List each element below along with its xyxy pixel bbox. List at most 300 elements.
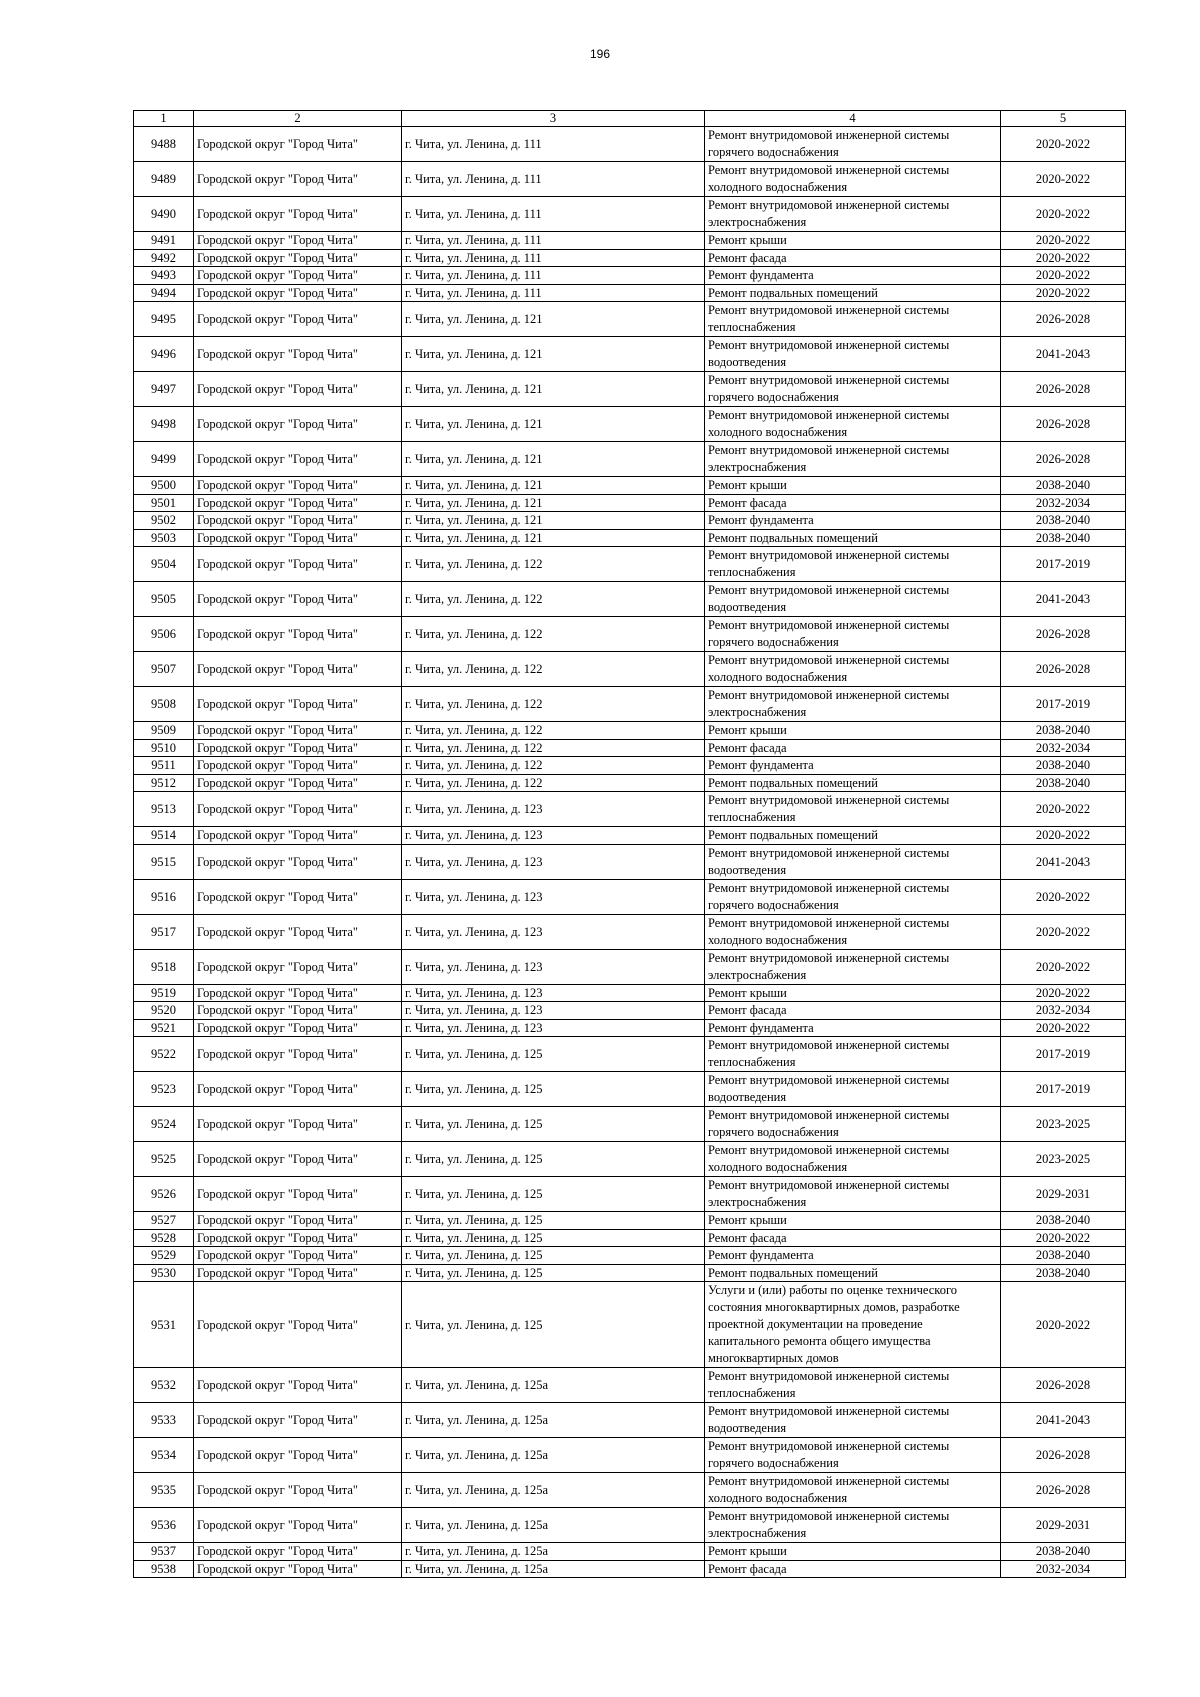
work-type-cell: Ремонт внутридомовой инженерной системы водоотведения xyxy=(705,337,1001,372)
table-row xyxy=(134,827,1126,845)
period-cell: 2020-2022 xyxy=(1001,1229,1126,1247)
address-cell: г. Чита, ул. Ленина, д. 125а xyxy=(402,1403,705,1438)
period-cell: 2038-2040 xyxy=(1001,757,1126,775)
row-number-cell: 9488 xyxy=(134,127,194,162)
work-type-cell: Ремонт внутридомовой инженерной системы электроснабжения xyxy=(705,1177,1001,1212)
row-number-cell: 9528 xyxy=(134,1229,194,1247)
row-number-cell: 9506 xyxy=(134,617,194,652)
work-type-cell: Ремонт внутридомовой инженерной системы электроснабжения xyxy=(705,442,1001,477)
address-cell: г. Чита, ул. Ленина, д. 122 xyxy=(402,739,705,757)
address-cell: г. Чита, ул. Ленина, д. 123 xyxy=(402,984,705,1002)
table-row xyxy=(134,582,1126,617)
work-type-cell: Ремонт крыши xyxy=(705,984,1001,1002)
municipality-cell: Городской округ "Город Чита" xyxy=(194,687,402,722)
table-row xyxy=(134,512,1126,530)
work-type-cell: Ремонт внутридомовой инженерной системы горячего водоснабжения xyxy=(705,1438,1001,1473)
row-number-cell: 9516 xyxy=(134,879,194,914)
work-type-cell: Ремонт крыши xyxy=(705,477,1001,495)
municipality-cell: Городской округ "Город Чита" xyxy=(194,1019,402,1037)
address-cell: г. Чита, ул. Ленина, д. 123 xyxy=(402,844,705,879)
row-number-cell: 9511 xyxy=(134,757,194,775)
work-type-cell: Ремонт подвальных помещений xyxy=(705,284,1001,302)
municipality-cell: Городской округ "Город Чита" xyxy=(194,984,402,1002)
period-cell: 2020-2022 xyxy=(1001,1019,1126,1037)
municipality-cell: Городской округ "Город Чита" xyxy=(194,757,402,775)
work-type-cell: Ремонт внутридомовой инженерной системы электроснабжения xyxy=(705,1508,1001,1543)
municipality-cell: Городской округ "Город Чита" xyxy=(194,267,402,285)
address-cell: г. Чита, ул. Ленина, д. 111 xyxy=(402,197,705,232)
period-cell: 2020-2022 xyxy=(1001,232,1126,250)
table-row xyxy=(134,984,1126,1002)
work-type-cell: Ремонт внутридомовой инженерной системы холодного водоснабжения xyxy=(705,914,1001,949)
municipality-cell: Городской округ "Город Чита" xyxy=(194,494,402,512)
address-cell: г. Чита, ул. Ленина, д. 121 xyxy=(402,302,705,337)
table-row xyxy=(134,792,1126,827)
table-row xyxy=(134,1282,1126,1368)
municipality-cell: Городской округ "Город Чита" xyxy=(194,1368,402,1403)
work-type-cell: Ремонт внутридомовой инженерной системы холодного водоснабжения xyxy=(705,162,1001,197)
address-cell: г. Чита, ул. Ленина, д. 121 xyxy=(402,529,705,547)
address-cell: г. Чита, ул. Ленина, д. 122 xyxy=(402,774,705,792)
municipality-cell: Городской округ "Город Чита" xyxy=(194,512,402,530)
period-cell: 2017-2019 xyxy=(1001,1037,1126,1072)
municipality-cell: Городской округ "Город Чита" xyxy=(194,284,402,302)
work-type-cell: Ремонт внутридомовой инженерной системы водоотведения xyxy=(705,844,1001,879)
municipality-cell: Городской округ "Город Чита" xyxy=(194,232,402,250)
address-cell: г. Чита, ул. Ленина, д. 125 xyxy=(402,1282,705,1368)
table-row xyxy=(134,1142,1126,1177)
period-cell: 2026-2028 xyxy=(1001,1438,1126,1473)
row-number-cell: 9533 xyxy=(134,1403,194,1438)
municipality-cell: Городской округ "Город Чита" xyxy=(194,372,402,407)
table-row xyxy=(134,302,1126,337)
period-cell: 2041-2043 xyxy=(1001,582,1126,617)
period-cell: 2026-2028 xyxy=(1001,372,1126,407)
table-row xyxy=(134,267,1126,285)
table-row xyxy=(134,1002,1126,1020)
work-type-cell: Ремонт внутридомовой инженерной системы холодного водоснабжения xyxy=(705,1473,1001,1508)
address-cell: г. Чита, ул. Ленина, д. 125 xyxy=(402,1072,705,1107)
row-number-cell: 9527 xyxy=(134,1212,194,1230)
work-type-cell: Ремонт крыши xyxy=(705,1212,1001,1230)
address-cell: г. Чита, ул. Ленина, д. 122 xyxy=(402,582,705,617)
row-number-cell: 9513 xyxy=(134,792,194,827)
column-header: 3 xyxy=(402,111,705,127)
period-cell: 2020-2022 xyxy=(1001,249,1126,267)
period-cell: 2038-2040 xyxy=(1001,1247,1126,1265)
table-row xyxy=(134,1560,1126,1578)
period-cell: 2038-2040 xyxy=(1001,1264,1126,1282)
address-cell: г. Чита, ул. Ленина, д. 111 xyxy=(402,249,705,267)
table-row xyxy=(134,1473,1126,1508)
work-type-cell: Ремонт фундамента xyxy=(705,512,1001,530)
address-cell: г. Чита, ул. Ленина, д. 123 xyxy=(402,827,705,845)
work-type-cell: Ремонт подвальных помещений xyxy=(705,774,1001,792)
work-type-cell: Ремонт внутридомовой инженерной системы теплоснабжения xyxy=(705,302,1001,337)
municipality-cell: Городской округ "Город Чита" xyxy=(194,337,402,372)
period-cell: 2032-2034 xyxy=(1001,494,1126,512)
row-number-cell: 9510 xyxy=(134,739,194,757)
row-number-cell: 9496 xyxy=(134,337,194,372)
table-row xyxy=(134,1264,1126,1282)
period-cell: 2038-2040 xyxy=(1001,1212,1126,1230)
table-row xyxy=(134,1438,1126,1473)
municipality-cell: Городской округ "Город Чита" xyxy=(194,914,402,949)
table-row xyxy=(134,1037,1126,1072)
address-cell: г. Чита, ул. Ленина, д. 111 xyxy=(402,284,705,302)
table-row xyxy=(134,949,1126,984)
row-number-cell: 9536 xyxy=(134,1508,194,1543)
address-cell: г. Чита, ул. Ленина, д. 122 xyxy=(402,687,705,722)
period-cell: 2020-2022 xyxy=(1001,1282,1126,1368)
work-type-cell: Ремонт фундамента xyxy=(705,757,1001,775)
work-type-cell: Ремонт внутридомовой инженерной системы электроснабжения xyxy=(705,687,1001,722)
table-row xyxy=(134,372,1126,407)
row-number-cell: 9520 xyxy=(134,1002,194,1020)
period-cell: 2038-2040 xyxy=(1001,722,1126,740)
address-cell: г. Чита, ул. Ленина, д. 111 xyxy=(402,232,705,250)
table-row xyxy=(134,127,1126,162)
municipality-cell: Городской округ "Город Чита" xyxy=(194,302,402,337)
row-number-cell: 9524 xyxy=(134,1107,194,1142)
municipality-cell: Городской округ "Город Чита" xyxy=(194,1072,402,1107)
period-cell: 2026-2028 xyxy=(1001,442,1126,477)
work-type-cell: Ремонт внутридомовой инженерной системы электроснабжения xyxy=(705,197,1001,232)
address-cell: г. Чита, ул. Ленина, д. 123 xyxy=(402,914,705,949)
period-cell: 2026-2028 xyxy=(1001,1368,1126,1403)
column-header: 5 xyxy=(1001,111,1126,127)
work-type-cell: Ремонт подвальных помещений xyxy=(705,1264,1001,1282)
address-cell: г. Чита, ул. Ленина, д. 123 xyxy=(402,1002,705,1020)
row-number-cell: 9512 xyxy=(134,774,194,792)
period-cell: 2026-2028 xyxy=(1001,617,1126,652)
row-number-cell: 9534 xyxy=(134,1438,194,1473)
municipality-cell: Городской округ "Город Чита" xyxy=(194,1177,402,1212)
row-number-cell: 9491 xyxy=(134,232,194,250)
table-row xyxy=(134,442,1126,477)
table-row xyxy=(134,722,1126,740)
row-number-cell: 9494 xyxy=(134,284,194,302)
period-cell: 2026-2028 xyxy=(1001,407,1126,442)
period-cell: 2020-2022 xyxy=(1001,879,1126,914)
municipality-cell: Городской округ "Город Чита" xyxy=(194,949,402,984)
table-row xyxy=(134,687,1126,722)
municipality-cell: Городской округ "Город Чита" xyxy=(194,739,402,757)
period-cell: 2038-2040 xyxy=(1001,774,1126,792)
table-row xyxy=(134,1403,1126,1438)
work-type-cell: Услуги и (или) работы по оценке технического состояния многоквартирных домов, разработке проектной документации на проведение капитального ремонта общего имущества многоквартирных домов xyxy=(705,1282,1001,1368)
period-cell: 2032-2034 xyxy=(1001,1560,1126,1578)
table-row xyxy=(134,652,1126,687)
municipality-cell: Городской округ "Город Чита" xyxy=(194,1403,402,1438)
period-cell: 2020-2022 xyxy=(1001,127,1126,162)
row-number-cell: 9518 xyxy=(134,949,194,984)
table-row xyxy=(134,739,1126,757)
table-row xyxy=(134,547,1126,582)
row-number-cell: 9529 xyxy=(134,1247,194,1265)
row-number-cell: 9523 xyxy=(134,1072,194,1107)
period-cell: 2020-2022 xyxy=(1001,792,1126,827)
row-number-cell: 9515 xyxy=(134,844,194,879)
address-cell: г. Чита, ул. Ленина, д. 121 xyxy=(402,337,705,372)
work-type-cell: Ремонт внутридомовой инженерной системы теплоснабжения xyxy=(705,792,1001,827)
municipality-cell: Городской округ "Город Чита" xyxy=(194,529,402,547)
row-number-cell: 9525 xyxy=(134,1142,194,1177)
period-cell: 2017-2019 xyxy=(1001,687,1126,722)
municipality-cell: Городской округ "Город Чита" xyxy=(194,1247,402,1265)
address-cell: г. Чита, ул. Ленина, д. 123 xyxy=(402,949,705,984)
row-number-cell: 9497 xyxy=(134,372,194,407)
table-row xyxy=(134,529,1126,547)
table-row xyxy=(134,617,1126,652)
table-row xyxy=(134,197,1126,232)
work-type-cell: Ремонт подвальных помещений xyxy=(705,529,1001,547)
address-cell: г. Чита, ул. Ленина, д. 122 xyxy=(402,617,705,652)
work-type-cell: Ремонт внутридомовой инженерной системы холодного водоснабжения xyxy=(705,407,1001,442)
period-cell: 2029-2031 xyxy=(1001,1508,1126,1543)
row-number-cell: 9521 xyxy=(134,1019,194,1037)
row-number-cell: 9498 xyxy=(134,407,194,442)
work-type-cell: Ремонт внутридомовой инженерной системы холодного водоснабжения xyxy=(705,652,1001,687)
work-type-cell: Ремонт крыши xyxy=(705,722,1001,740)
address-cell: г. Чита, ул. Ленина, д. 121 xyxy=(402,407,705,442)
row-number-cell: 9532 xyxy=(134,1368,194,1403)
row-number-cell: 9502 xyxy=(134,512,194,530)
municipality-cell: Городской округ "Город Чита" xyxy=(194,1107,402,1142)
table-row xyxy=(134,1019,1126,1037)
municipality-cell: Городской округ "Город Чита" xyxy=(194,652,402,687)
work-type-cell: Ремонт фасада xyxy=(705,494,1001,512)
row-number-cell: 9501 xyxy=(134,494,194,512)
municipality-cell: Городской округ "Город Чита" xyxy=(194,827,402,845)
work-type-cell: Ремонт внутридомовой инженерной системы горячего водоснабжения xyxy=(705,879,1001,914)
address-cell: г. Чита, ул. Ленина, д. 121 xyxy=(402,442,705,477)
address-cell: г. Чита, ул. Ленина, д. 125а xyxy=(402,1368,705,1403)
table-row xyxy=(134,1107,1126,1142)
period-cell: 2038-2040 xyxy=(1001,1543,1126,1561)
table-row xyxy=(134,1508,1126,1543)
work-type-cell: Ремонт внутридомовой инженерной системы теплоснабжения xyxy=(705,1037,1001,1072)
table-row xyxy=(134,232,1126,250)
column-header: 1 xyxy=(134,111,194,127)
period-cell: 2023-2025 xyxy=(1001,1142,1126,1177)
municipality-cell: Городской округ "Город Чита" xyxy=(194,1229,402,1247)
address-cell: г. Чита, ул. Ленина, д. 125 xyxy=(402,1264,705,1282)
work-type-cell: Ремонт фундамента xyxy=(705,1247,1001,1265)
address-cell: г. Чита, ул. Ленина, д. 121 xyxy=(402,372,705,407)
table-row xyxy=(134,477,1126,495)
row-number-cell: 9530 xyxy=(134,1264,194,1282)
address-cell: г. Чита, ул. Ленина, д. 125 xyxy=(402,1142,705,1177)
row-number-cell: 9535 xyxy=(134,1473,194,1508)
row-number-cell: 9499 xyxy=(134,442,194,477)
work-type-cell: Ремонт фасада xyxy=(705,249,1001,267)
work-type-cell: Ремонт внутридомовой инженерной системы электроснабжения xyxy=(705,949,1001,984)
period-cell: 2020-2022 xyxy=(1001,827,1126,845)
table-row xyxy=(134,162,1126,197)
municipality-cell: Городской округ "Город Чита" xyxy=(194,792,402,827)
period-cell: 2041-2043 xyxy=(1001,337,1126,372)
period-cell: 2020-2022 xyxy=(1001,267,1126,285)
address-cell: г. Чита, ул. Ленина, д. 125 xyxy=(402,1177,705,1212)
period-cell: 2020-2022 xyxy=(1001,914,1126,949)
table-row xyxy=(134,1543,1126,1561)
row-number-cell: 9505 xyxy=(134,582,194,617)
table-body xyxy=(134,127,1126,1578)
table-row xyxy=(134,284,1126,302)
table-row xyxy=(134,1177,1126,1212)
work-type-cell: Ремонт внутридомовой инженерной системы теплоснабжения xyxy=(705,547,1001,582)
row-number-cell: 9522 xyxy=(134,1037,194,1072)
period-cell: 2038-2040 xyxy=(1001,512,1126,530)
address-cell: г. Чита, ул. Ленина, д. 125 xyxy=(402,1212,705,1230)
row-number-cell: 9514 xyxy=(134,827,194,845)
period-cell: 2026-2028 xyxy=(1001,1473,1126,1508)
municipality-cell: Городской округ "Город Чита" xyxy=(194,879,402,914)
row-number-cell: 9519 xyxy=(134,984,194,1002)
work-type-cell: Ремонт крыши xyxy=(705,1543,1001,1561)
period-cell: 2020-2022 xyxy=(1001,984,1126,1002)
address-cell: г. Чита, ул. Ленина, д. 125 xyxy=(402,1037,705,1072)
municipality-cell: Городской округ "Город Чита" xyxy=(194,844,402,879)
address-cell: г. Чита, ул. Ленина, д. 122 xyxy=(402,722,705,740)
period-cell: 2020-2022 xyxy=(1001,949,1126,984)
table-row xyxy=(134,844,1126,879)
period-cell: 2020-2022 xyxy=(1001,197,1126,232)
address-cell: г. Чита, ул. Ленина, д. 122 xyxy=(402,547,705,582)
work-type-cell: Ремонт фундамента xyxy=(705,1019,1001,1037)
row-number-cell: 9495 xyxy=(134,302,194,337)
address-cell: г. Чита, ул. Ленина, д. 125а xyxy=(402,1508,705,1543)
table-row xyxy=(134,1212,1126,1230)
municipality-cell: Городской округ "Город Чита" xyxy=(194,1543,402,1561)
table-row xyxy=(134,337,1126,372)
work-type-cell: Ремонт внутридомовой инженерной системы горячего водоснабжения xyxy=(705,617,1001,652)
address-cell: г. Чита, ул. Ленина, д. 125 xyxy=(402,1247,705,1265)
period-cell: 2038-2040 xyxy=(1001,477,1126,495)
address-cell: г. Чита, ул. Ленина, д. 123 xyxy=(402,792,705,827)
address-cell: г. Чита, ул. Ленина, д. 123 xyxy=(402,1019,705,1037)
address-cell: г. Чита, ул. Ленина, д. 123 xyxy=(402,879,705,914)
municipality-cell: Городской округ "Город Чита" xyxy=(194,1002,402,1020)
municipality-cell: Городской округ "Город Чита" xyxy=(194,1473,402,1508)
table-row xyxy=(134,407,1126,442)
work-type-cell: Ремонт подвальных помещений xyxy=(705,827,1001,845)
work-type-cell: Ремонт внутридомовой инженерной системы холодного водоснабжения xyxy=(705,1142,1001,1177)
municipality-cell: Городской округ "Город Чита" xyxy=(194,1037,402,1072)
municipality-cell: Городской округ "Город Чита" xyxy=(194,127,402,162)
municipality-cell: Городской округ "Город Чита" xyxy=(194,722,402,740)
period-cell: 2020-2022 xyxy=(1001,162,1126,197)
column-header: 2 xyxy=(194,111,402,127)
row-number-cell: 9500 xyxy=(134,477,194,495)
row-number-cell: 9504 xyxy=(134,547,194,582)
work-type-cell: Ремонт внутридомовой инженерной системы теплоснабжения xyxy=(705,1368,1001,1403)
table-row xyxy=(134,494,1126,512)
period-cell: 2032-2034 xyxy=(1001,1002,1126,1020)
period-cell: 2038-2040 xyxy=(1001,529,1126,547)
table-row xyxy=(134,879,1126,914)
period-cell: 2017-2019 xyxy=(1001,1072,1126,1107)
work-type-cell: Ремонт внутридомовой инженерной системы водоотведения xyxy=(705,582,1001,617)
row-number-cell: 9493 xyxy=(134,267,194,285)
municipality-cell: Городской округ "Город Чита" xyxy=(194,1508,402,1543)
municipality-cell: Городской округ "Город Чита" xyxy=(194,1212,402,1230)
period-cell: 2026-2028 xyxy=(1001,302,1126,337)
work-type-cell: Ремонт крыши xyxy=(705,232,1001,250)
municipality-cell: Городской округ "Город Чита" xyxy=(194,1264,402,1282)
page-number: 196 xyxy=(589,47,611,61)
row-number-cell: 9517 xyxy=(134,914,194,949)
municipality-cell: Городской округ "Город Чита" xyxy=(194,1142,402,1177)
address-cell: г. Чита, ул. Ленина, д. 122 xyxy=(402,652,705,687)
work-type-cell: Ремонт фундамента xyxy=(705,267,1001,285)
row-number-cell: 9509 xyxy=(134,722,194,740)
address-cell: г. Чита, ул. Ленина, д. 111 xyxy=(402,127,705,162)
municipality-cell: Городской округ "Город Чита" xyxy=(194,477,402,495)
work-type-cell: Ремонт фасада xyxy=(705,1229,1001,1247)
municipality-cell: Городской округ "Город Чита" xyxy=(194,249,402,267)
address-cell: г. Чита, ул. Ленина, д. 121 xyxy=(402,494,705,512)
work-type-cell: Ремонт внутридомовой инженерной системы горячего водоснабжения xyxy=(705,127,1001,162)
municipality-cell: Городской округ "Город Чита" xyxy=(194,582,402,617)
municipality-cell: Городской округ "Город Чита" xyxy=(194,1438,402,1473)
address-cell: г. Чита, ул. Ленина, д. 125а xyxy=(402,1473,705,1508)
row-number-cell: 9508 xyxy=(134,687,194,722)
period-cell: 2041-2043 xyxy=(1001,844,1126,879)
municipality-cell: Городской округ "Город Чита" xyxy=(194,442,402,477)
table-row xyxy=(134,1247,1126,1265)
work-type-cell: Ремонт внутридомовой инженерной системы горячего водоснабжения xyxy=(705,1107,1001,1142)
address-cell: г. Чита, ул. Ленина, д. 125 xyxy=(402,1229,705,1247)
row-number-cell: 9538 xyxy=(134,1560,194,1578)
address-cell: г. Чита, ул. Ленина, д. 111 xyxy=(402,162,705,197)
municipality-cell: Городской округ "Город Чита" xyxy=(194,197,402,232)
address-cell: г. Чита, ул. Ленина, д. 125 xyxy=(402,1107,705,1142)
period-cell: 2032-2034 xyxy=(1001,739,1126,757)
work-type-cell: Ремонт фасада xyxy=(705,1002,1001,1020)
address-cell: г. Чита, ул. Ленина, д. 122 xyxy=(402,757,705,775)
table-row xyxy=(134,1368,1126,1403)
address-cell: г. Чита, ул. Ленина, д. 111 xyxy=(402,267,705,285)
row-number-cell: 9503 xyxy=(134,529,194,547)
period-cell: 2023-2025 xyxy=(1001,1107,1126,1142)
header-row xyxy=(134,111,1126,127)
repair-schedule-table xyxy=(133,110,1126,1578)
column-header: 4 xyxy=(705,111,1001,127)
municipality-cell: Городской округ "Город Чита" xyxy=(194,407,402,442)
period-cell: 2029-2031 xyxy=(1001,1177,1126,1212)
work-type-cell: Ремонт фасада xyxy=(705,739,1001,757)
period-cell: 2041-2043 xyxy=(1001,1403,1126,1438)
address-cell: г. Чита, ул. Ленина, д. 125а xyxy=(402,1543,705,1561)
period-cell: 2017-2019 xyxy=(1001,547,1126,582)
period-cell: 2026-2028 xyxy=(1001,652,1126,687)
work-type-cell: Ремонт внутридомовой инженерной системы водоотведения xyxy=(705,1072,1001,1107)
row-number-cell: 9489 xyxy=(134,162,194,197)
table-row xyxy=(134,1229,1126,1247)
table-row xyxy=(134,249,1126,267)
municipality-cell: Городской округ "Город Чита" xyxy=(194,1560,402,1578)
period-cell: 2020-2022 xyxy=(1001,284,1126,302)
table-row xyxy=(134,774,1126,792)
row-number-cell: 9492 xyxy=(134,249,194,267)
table-row xyxy=(134,1072,1126,1107)
municipality-cell: Городской округ "Город Чита" xyxy=(194,617,402,652)
table-row xyxy=(134,914,1126,949)
table-row xyxy=(134,757,1126,775)
address-cell: г. Чита, ул. Ленина, д. 125а xyxy=(402,1560,705,1578)
